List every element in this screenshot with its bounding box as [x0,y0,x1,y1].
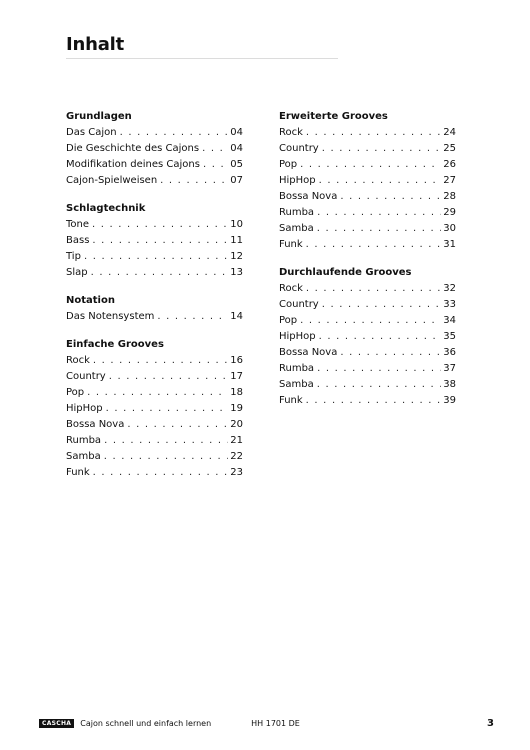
toc-entry[interactable] [279,157,456,173]
toc-entry[interactable] [66,385,243,401]
toc-entry-title: Funk [279,239,303,250]
toc-entry-title: Samba [66,451,101,462]
section-heading: Grundlagen [66,111,132,122]
toc-entry-page: 36 [443,347,456,358]
toc-entry-title: Tip [66,251,81,262]
toc-entry-page: 13 [230,267,243,278]
dot-leader [91,265,228,281]
footer-book-title: Cajon schnell und einfach lernen [80,718,212,728]
toc-entry-title: Rock [66,355,90,366]
dot-leader [322,141,441,157]
toc-entry[interactable] [279,173,456,189]
toc-entry-title: Modifikation deines Cajons [66,159,200,170]
toc-entry[interactable] [66,265,243,281]
section-heading: Erweiterte Grooves [279,111,388,122]
toc-entry[interactable] [279,189,456,205]
toc-entry-page: 33 [443,299,456,310]
toc-entry-title: Bossa Nova [279,191,338,202]
page-footer [39,716,494,730]
toc-entry-page: 32 [443,283,456,294]
toc-entry-page: 34 [443,315,456,326]
toc-entry-page: 04 [230,143,243,154]
toc-entry[interactable] [279,125,456,141]
toc-entry-title: Das Cajon [66,127,117,138]
brand-logo: CASCHA [39,719,74,728]
toc-entry-page: 21 [230,435,243,446]
dot-leader [92,233,228,249]
dot-leader [160,173,228,189]
title-divider [66,58,338,59]
toc-entry-title: Bass [66,235,90,246]
footer-order-number: HH 1701 DE [251,718,300,728]
dot-leader [317,361,441,377]
toc-entry-title: Rumba [66,435,102,446]
toc-entry-title: Samba [279,379,314,390]
toc-entry[interactable] [66,173,243,189]
dot-leader [319,329,441,345]
toc-entry[interactable] [279,393,456,409]
toc-entry-title: Pop [66,387,85,398]
dot-leader [92,217,228,233]
toc-left-column [66,109,243,493]
toc-entry-title: Funk [66,467,90,478]
toc-entry[interactable] [279,281,456,297]
dot-leader [300,157,441,173]
dot-leader [104,449,228,465]
dot-leader [203,157,228,173]
toc-entry[interactable] [66,141,243,157]
page-number: 3 [487,717,494,729]
toc-entry[interactable] [66,353,243,369]
toc-entry-page: 18 [230,387,243,398]
toc-entry[interactable] [279,141,456,157]
toc-entry-title: Rumba [279,363,315,374]
toc-entry[interactable] [66,401,243,417]
toc-entry-title: Bossa Nova [279,347,338,358]
toc-entry[interactable] [66,433,243,449]
toc-entry-title: HipHop [66,403,103,414]
toc-entry-title: HipHop [279,175,316,186]
toc-entry-title: Country [66,371,106,382]
page-title: Inhalt [66,34,125,55]
dot-leader [322,297,441,313]
toc-entry[interactable] [279,377,456,393]
toc-entry-page: 04 [230,127,243,138]
toc-entry-title: Rumba [279,207,315,218]
dot-leader [317,221,441,237]
toc-entry[interactable] [66,309,243,325]
dot-leader [93,353,228,369]
dot-leader [202,141,228,157]
toc-section [66,337,243,481]
dot-leader [87,385,228,401]
toc-entry-page: 07 [230,175,243,186]
toc-entry-page: 16 [230,355,243,366]
toc-section [279,109,456,253]
toc-entry-title: Tone [66,219,90,230]
toc-entry-title: Samba [279,223,314,234]
dot-leader [84,249,228,265]
toc-entry-page: 11 [230,235,243,246]
toc-entry[interactable] [66,449,243,465]
dot-leader [109,369,228,385]
toc-entry-page: 35 [443,331,456,342]
toc-entry-page: 05 [230,159,243,170]
dot-leader [306,237,441,253]
toc-entry-title: HipHop [279,331,316,342]
toc-entry-title: Bossa Nova [66,419,125,430]
toc-entry-page: 29 [443,207,456,218]
toc-entry-page: 24 [443,127,456,138]
toc-entry-page: 25 [443,143,456,154]
toc-entry-page: 17 [230,371,243,382]
toc-entry-page: 28 [443,191,456,202]
dot-leader [306,393,441,409]
toc-entry-page: 30 [443,223,456,234]
toc-entry-title: Pop [279,315,298,326]
section-heading: Schlagtechnik [66,203,146,214]
toc-entry-page: 12 [230,251,243,262]
toc-entry-title: Rock [279,283,303,294]
toc-entry-title: Slap [66,267,88,278]
toc-entry-page: 26 [443,159,456,170]
dot-leader [306,125,441,141]
toc-entry[interactable] [279,329,456,345]
toc-entry[interactable] [279,297,456,313]
section-heading: Durchlaufende Grooves [279,267,412,278]
toc-entry-title: Country [279,299,319,310]
dot-leader [306,281,441,297]
section-heading: Notation [66,295,115,306]
dot-leader [120,125,228,141]
dot-leader [104,433,228,449]
toc-entry-page: 37 [443,363,456,374]
dot-leader [127,417,228,433]
section-heading: Einfache Grooves [66,339,164,350]
toc-entry[interactable] [66,125,243,141]
toc-entry-title: Das Notensystem [66,311,155,322]
toc-right-column [279,109,456,421]
toc-entry-page: 38 [443,379,456,390]
toc-section [66,201,243,281]
toc-entry[interactable] [66,369,243,385]
dot-leader [93,465,228,481]
toc-entry[interactable] [279,221,456,237]
toc-section [66,109,243,189]
toc-section [66,293,243,325]
toc-entry[interactable] [66,465,243,481]
toc-entry-page: 14 [230,311,243,322]
toc-entry-page: 39 [443,395,456,406]
toc-entry[interactable] [66,417,243,433]
toc-entry-page: 31 [443,239,456,250]
toc-entry[interactable] [279,313,456,329]
dot-leader [340,189,441,205]
toc-entry[interactable] [279,205,456,221]
toc-entry-page: 10 [230,219,243,230]
toc-entry[interactable] [279,237,456,253]
dot-leader [157,309,228,325]
dot-leader [300,313,441,329]
toc-entry-title: Cajon-Spielweisen [66,175,158,186]
toc-entry[interactable] [66,217,243,233]
dot-leader [340,345,441,361]
toc-entry[interactable] [66,249,243,265]
toc-entry-title: Die Geschichte des Cajons [66,143,200,154]
toc-entry-page: 27 [443,175,456,186]
toc-entry-title: Rock [279,127,303,138]
toc-entry-page: 22 [230,451,243,462]
toc-entry[interactable] [66,157,243,173]
dot-leader [106,401,228,417]
toc-entry-page: 20 [230,419,243,430]
toc-entry-title: Funk [279,395,303,406]
toc-entry-title: Pop [279,159,298,170]
dot-leader [319,173,441,189]
toc-entry-title: Country [279,143,319,154]
toc-entry-page: 19 [230,403,243,414]
toc-entry[interactable] [66,233,243,249]
dot-leader [317,377,441,393]
dot-leader [317,205,441,221]
toc-entry[interactable] [279,361,456,377]
toc-section [279,265,456,409]
toc-entry[interactable] [279,345,456,361]
toc-entry-page: 23 [230,467,243,478]
